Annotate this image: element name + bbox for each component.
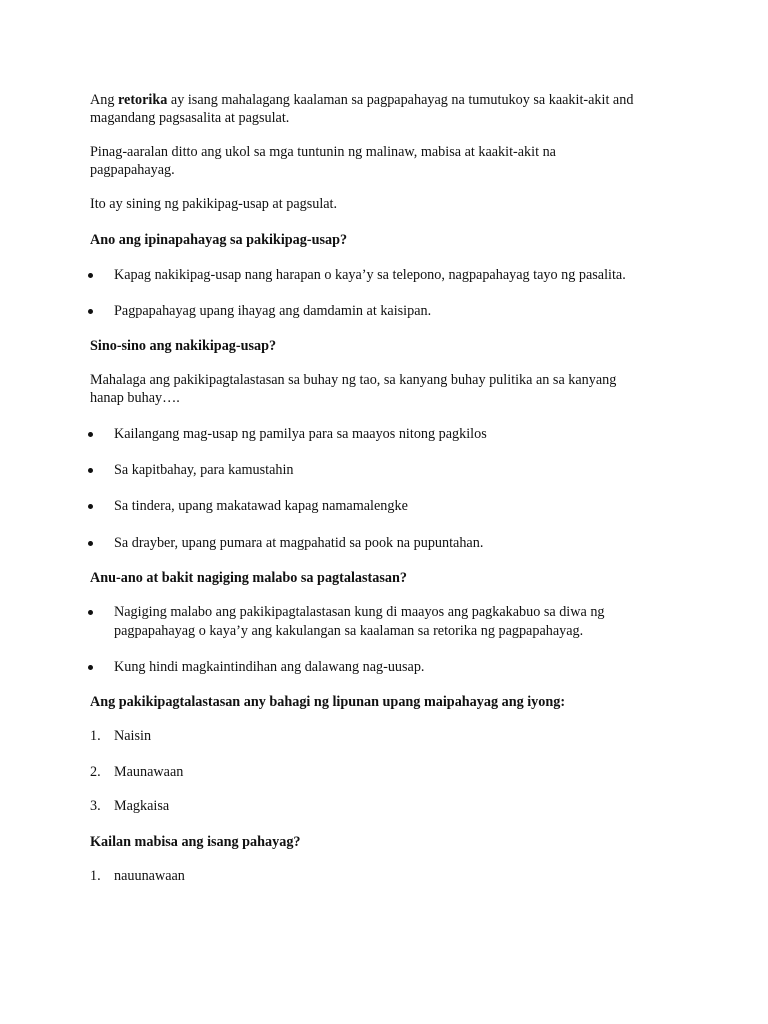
- bullet-dot: [88, 541, 93, 546]
- paragraph-mahalaga-line1: Mahalaga ang pakikipagtalastasan sa buhay ng tao, sa kanyang buhay pulitika an sa kanyang: [90, 372, 617, 388]
- bullet-item: Sa kapitbahay, para kamustahin: [114, 462, 294, 478]
- bullet-dot: [88, 468, 93, 473]
- list-number: 1.: [90, 868, 101, 884]
- list-item: Magkaisa: [114, 798, 170, 814]
- heading-sino-sino: Sino-sino ang nakikipag-usap?: [90, 338, 277, 354]
- bold-term-retorika: retorika: [117, 92, 168, 108]
- list-item: Naisin: [114, 728, 152, 744]
- bullet-dot: [88, 504, 93, 509]
- bullet-dot: [88, 665, 93, 670]
- bullet-item: Sa drayber, upang pumara at magpahatid sa pook na pupuntahan.: [114, 535, 484, 551]
- paragraph-sining: Ito ay sining ng pakikipag-usap at pagsulat.: [90, 196, 338, 212]
- bullet-item: Kailangang mag-usap ng pamilya para sa maayos nitong pagkilos: [114, 426, 487, 442]
- bullet-item-line2: pagpapahayag o kaya’y ang kakulangan sa kaalaman sa retorika ng pagpapahayag.: [114, 623, 584, 639]
- bullet-item: Pagpapahayag upang ihayag ang damdamin at kaisipan.: [114, 303, 432, 319]
- bullet-item-line1: Nagiging malabo ang pakikipagtalastasan kung di maayos ang pagkakabuo sa diwa ng: [114, 604, 605, 620]
- paragraph-pinag-aaralan-line1: Pinag-aaralan ditto ang ukol sa mga tuntunin ng malinaw, mabisa at kaakit-akit na: [90, 144, 556, 160]
- heading-kailan-mabisa: Kailan mabisa ang isang pahayag?: [90, 834, 301, 850]
- paragraph-mahalaga-line2: hanap buhay….: [90, 390, 180, 406]
- text-run: Ang: [90, 92, 118, 108]
- bullet-dot: [88, 273, 93, 278]
- paragraph-pinag-aaralan-line2: pagpapahayag.: [90, 162, 175, 178]
- bullet-dot: [88, 432, 93, 437]
- paragraph-retorika-line1: [90, 90, 633, 110]
- bullet-item: Sa tindera, upang makatawad kapag namamalengke: [114, 498, 408, 514]
- heading-malabo: Anu-ano at bakit nagiging malabo sa pagtalastasan?: [90, 570, 407, 586]
- list-number: 3.: [90, 798, 101, 814]
- heading-ipinapahayag: Ano ang ipinapahayag sa pakikipag-usap?: [90, 232, 348, 248]
- paragraph-retorika-line2: magandang pagsasalita at pagsulat.: [90, 110, 290, 126]
- list-number: 1.: [90, 728, 101, 744]
- bullet-dot: [88, 610, 93, 615]
- list-number: 2.: [90, 764, 101, 780]
- text-run: ay isang mahalagang kaalaman sa pagpapahayag na tumutukoy sa kaakit-akit and: [167, 92, 634, 108]
- list-item: Maunawaan: [114, 764, 184, 780]
- bullet-item: Kapag nakikipag-usap nang harapan o kaya’y sa telepono, nagpapahayag tayo ng pasalita.: [114, 267, 626, 283]
- bullet-item: Kung hindi magkaintindihan ang dalawang nag-uusap.: [114, 659, 425, 675]
- heading-pakikipagtalastasan: Ang pakikipagtalastasan any bahagi ng lipunan upang maipahayag ang iyong:: [90, 694, 566, 710]
- list-item: nauunawaan: [114, 868, 185, 884]
- bullet-dot: [88, 309, 93, 314]
